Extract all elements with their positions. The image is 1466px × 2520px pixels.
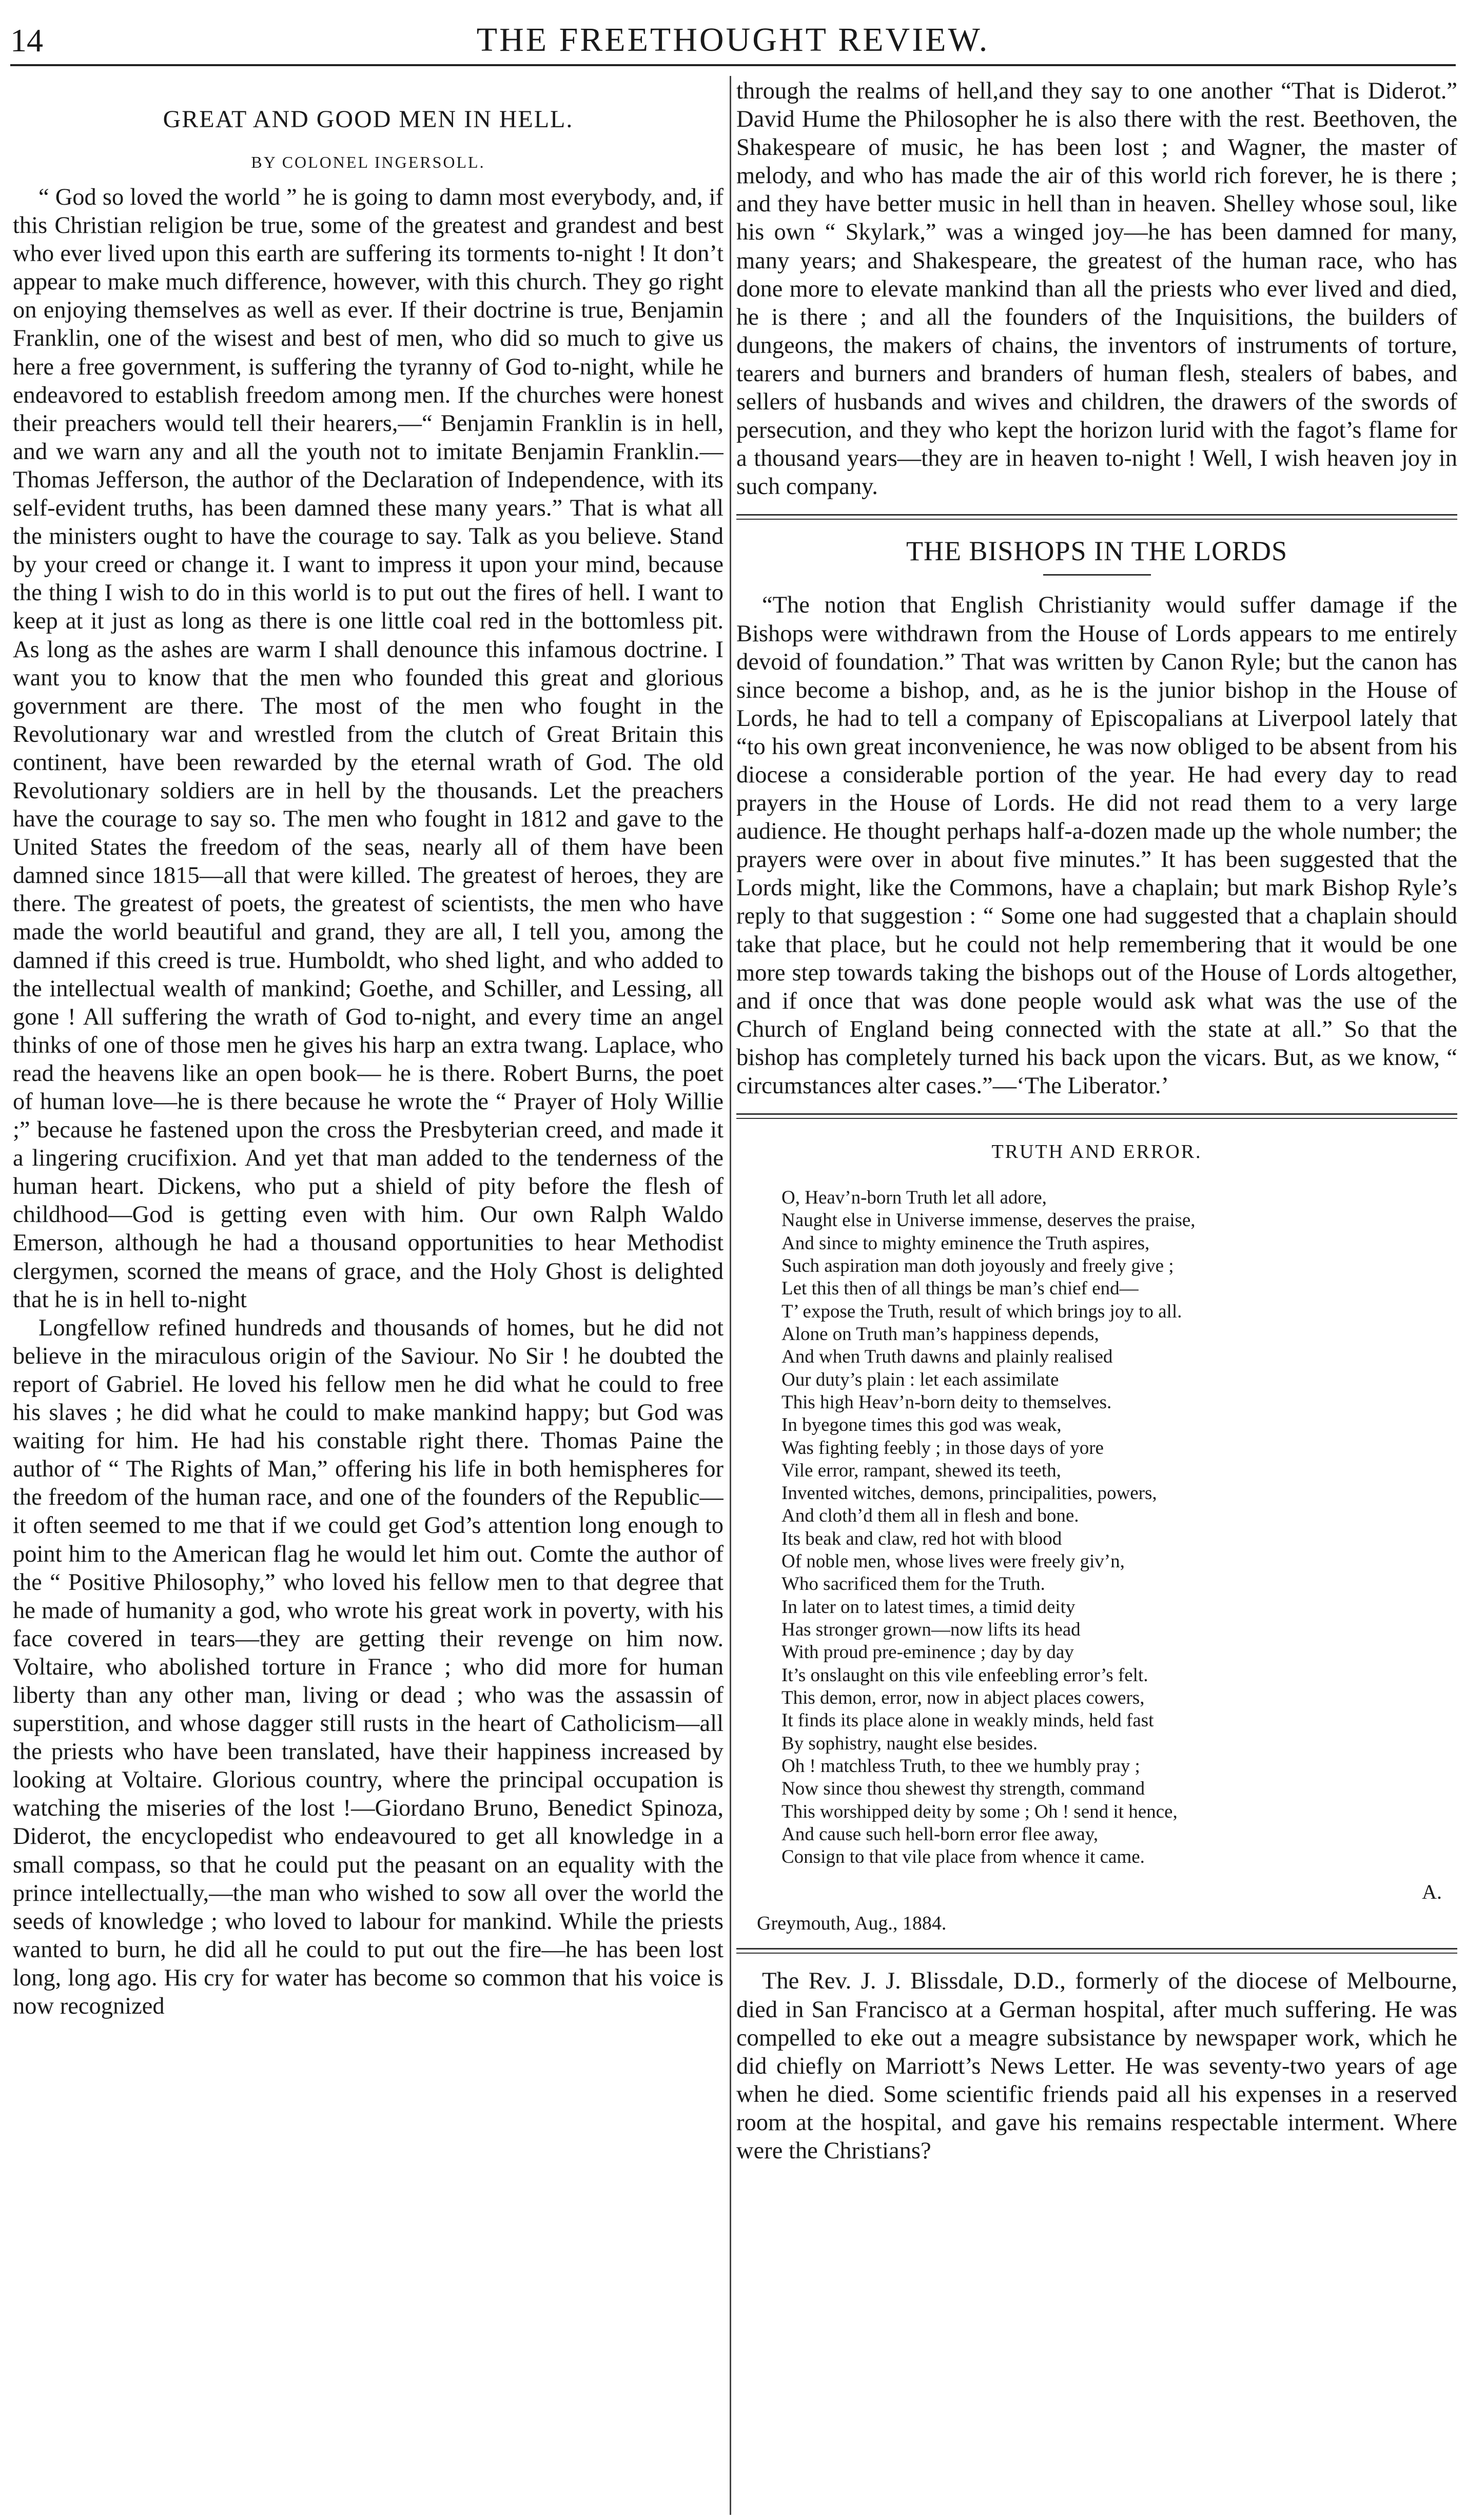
article-body-blissdale: The Rev. J. J. Blissdale, D.D., formerly of the diocese of Melbourne, died in San Francisco at a German hospital, after much suffering. He was compelled to eke out a meagre subsistance by newspaper work, which he did chiefly on Marriott’s News Letter. He was seventy-two years of age when he died. Some scientific friends paid all his expenses in a reserved room at the hospital, and gave his remains respectable interment. Where were the Christians? (736, 1968, 1457, 2164)
left-column (13, 77, 724, 2515)
poem-line: This worshipped deity by some ; Oh ! send it hence, (781, 1801, 1178, 1822)
page-number: 14 (10, 22, 43, 58)
poem-line: T’ expose the Truth, result of which brings joy to all. (781, 1301, 1182, 1322)
header-rule (10, 64, 1456, 66)
section-divider (736, 1948, 1457, 1954)
article-byline: BY COLONEL INGERSOLL. (251, 153, 485, 171)
poem-line: Oh ! matchless Truth, to thee we humbly pray ; (781, 1755, 1140, 1777)
poem-body (781, 1187, 1442, 1868)
poem-line: And since to mighty eminence the Truth aspires, (781, 1232, 1150, 1254)
poem-line: Such aspiration man doth joyously and freely give ; (781, 1255, 1174, 1277)
article-title-bishops-in-the-lords: THE BISHOPS IN THE LORDS (906, 536, 1288, 567)
poem-line: And when Truth dawns and plainly realised (781, 1346, 1113, 1368)
poem-line: By sophistry, naught else besides. (781, 1732, 1038, 1754)
poem-line: Vile error, rampant, shewed its teeth, (781, 1460, 1061, 1481)
poem-line: Our duty’s plain : let each assimilate (781, 1369, 1059, 1390)
poem-line: With proud pre-eminence ; day by day (781, 1642, 1074, 1663)
poem-line: Was fighting feebly ; in those days of yore (781, 1437, 1104, 1459)
article-paragraph: Longfellow refined hundreds and thousands of homes, but he did not believe in the miraculous origin of the Saviour. No Sir ! he doubted the report of Gabriel. He loved his fellow men he did what he could to free his slaves ; he did what he could to make mankind happy; but God was waiting for him. He had his constable right there. Thomas Paine the author of “ The Rights of Man,” offering his life in both hemispheres for the freedom of the human race, and one of the founders of the Republic—it often seemed to me that if we could get God’s attention long enough to point him to the American flag he would let him out. Comte the author of the “ Positive Philosophy,” who loved his fellow men to that degree that he made of humanity a god, who wrote his great work in poverty, with his face covered in tears—they are getting their revenge on him now. Voltaire, who abolished torture in France ; who did more for human liberty than any other man, living or dead ; who was the assassin of superstition, and whose dagger still rusts in the heart of Catholicism—all the priests who have been translated, have their happiness increased by looking at Voltaire. Glorious country, where the principal occupation is watching the miseries of the lost !—Giordano Bruno, Benedict Spinoza, Diderot, the encyclopedist who endeavoured to get all knowledge in a small compass, so that he could put the peasant on an equality with the prince intellectually,—the man who wished to sow all over the world the seeds of knowledge ; who loved to labour for mankind. While the priests wanted to burn, he did all he could to put out the fire—he has been lost long, long ago. His cry for water has become so common that his voice is now recognized (13, 1314, 724, 2019)
poem-line: In byegone times this god was weak, (781, 1414, 1062, 1436)
right-column (736, 77, 1457, 2515)
poem-line: Has stronger grown—now lifts its head (781, 1619, 1081, 1641)
poem-line: In later on to latest times, a timid deity (781, 1596, 1076, 1618)
poem-line: Invented witches, demons, principalities, powers, (781, 1483, 1157, 1504)
poem-title: TRUTH AND ERROR. (991, 1141, 1202, 1163)
poem-line: And cause such hell-born error flee away, (781, 1823, 1099, 1845)
title-underline (1043, 574, 1151, 576)
poem-signature: A. (1422, 1880, 1442, 1904)
article-title-great-and-good-men: GREAT AND GOOD MEN IN HELL. (163, 106, 574, 133)
poem-line: Alone on Truth man’s happiness depends, (781, 1323, 1099, 1345)
poem-line: Who sacrificed them for the Truth. (781, 1573, 1045, 1595)
poem-line: O, Heav’n-born Truth let all adore, (781, 1187, 1047, 1209)
article-body-bishops: “The notion that English Christianity would suffer damage if the Bishops were withdrawn from the House of Lords appears to me entirely devoid of foundation.” That was written by Canon Ryle; but the canon has since become a bishop, and, as he is the junior bishop in the House of Lords, he had to tell a company of Episcopalians at Liverpool lately that “to his own great inconvenience, he was now obliged to be absent from his diocese a considerable portion of the year. He had every day to read prayers in the House of Lords. He did not read them to a very large audience. He thought perhaps half-a-dozen made up the whole number; the prayers were over in about five minutes.” It has been suggested that the Lords might, like the Commons, have a chaplain; but mark Bishop Ryle’s reply to that suggestion : “ Some one had suggested that a chaplain should take that place, but he could not help remembering that it would be one more step towards taking the bishops out of the House of Lords altogether, and if once that was done people would ask what was the use of the Church of England being connected with the state at all.” So that the bishop has completely turned his back upon the vicars. But, as we know, “ circumstances alter cases.”—‘The Liberator.’ (736, 592, 1457, 1099)
article-paragraph: “ God so loved the world ” he is going to damn most everybody, and, if this Christian religion be true, some of the greatest and grandest and best who ever lived upon this earth are suffering its torments to-night ! It don’t appear to make much difference, however, with this church. They go right on enjoying themselves as well as ever. If their doctrine is true, Benjamin Franklin, one of the wisest and best of men, who did so much to give us here a free government, is suffering the tyranny of God to-night, while he endeavored to establish freedom among men. If the churches were honest their preachers would tell their hearers,—“ Benjamin Franklin is in hell, and we warn any and all the youth not to imitate Benjamin Franklin.— Thomas Jefferson, the author of the Declaration of Independence, with its self-evident truths, has been damned these many years.” That is what all the ministers ought to have the courage to say. Talk as you believe. Stand by your creed or change it. I want to impress it upon your mind, because the thing I wish to do in this world is to put out the fires of hell. I want to keep at it just as long as there is one little coal red in the bottomless pit. As long as the ashes are warm I shall denounce this infamous doctrine. I want you to know that the men who founded this great and glorious government are there. The most of the men who fought in the Revolutionary war and wrestled from the clutch of Great Britain this continent, have been rewarded by the eternal wrath of God. The old Revolutionary soldiers are in hell by the thousands. Let the preachers have the courage to say so. The men who fought in 1812 and gave to the United States the freedom of the seas, nearly all of them have been damned since 1815—all that were killed. The greatest of heroes, they are there. The greatest of poets, the greatest of scientists, the men who have made the world beautiful and grand, they are all, I tell you, among the damned if this creed is true. Humboldt, who shed light, and who added to the intellectual wealth of mankind; Goethe, and Schiller, and Lessing, all gone ! All suffering the wrath of God to-night, and every time an angel thinks of one of those men he gives his harp an extra twang. Laplace, who read the heavens like an open book— he is there. Robert Burns, the poet of human love—he is there because he wrote the “ Prayer of Holy Willie ;” because he fastened upon the cross the Presbyterian creed, and made it a lingering crucifixion. And yet that man added to the tenderness of the human heart. Dickens, who put a shield of pity before the flesh of childhood—God is getting even with him. Our own Ralph Waldo Emerson, although he had a thousand opportunities to hear Methodist clergymen, scorned the means of grace, and the Holy Ghost is delighted that he is in hell to-night (13, 184, 724, 1313)
poem-line: This high Heav’n-born deity to themselves. (781, 1391, 1112, 1413)
column-divider (730, 76, 731, 2515)
article-continuation: through the realms of hell,and they say to one another “That is Diderot.” David Hume the Philosopher he is also there with the rest. Beethoven, the Shakespeare of music, he has been lost ; and Wagner, the master of melody, and who has made the air of this world rich forever, he is there ; and they have better music in hell than in heaven. Shelley whose soul, like his own “ Skylark,” was a winged joy—he has been damned for many, many years; and Shakespeare, the greatest of the human race, who has done more to elevate mankind than all the priests who ever lived and died, he is there ; and all the founders of the Inquisitions, the builders of dungeons, the makers of chains, the inventors of instruments of torture, tearers and burners and branders of human flesh, stealers of babes, and sellers of husbands and wives and children, the drawers of the swords of persecution, and they who kept the horizon lurid with the fagot’s flame for a thousand years—they are in heaven to-night ! Well, I wish heaven joy in such company. (736, 78, 1457, 500)
poem-line: Consign to that vile place from whence it came. (781, 1846, 1145, 1868)
poem-line: It finds its place alone in weakly minds, held fast (781, 1710, 1154, 1731)
poem-line: Let this then of all things be man’s chief end— (781, 1278, 1139, 1300)
poem-line: And cloth’d them all in flesh and bone. (781, 1505, 1079, 1527)
poem-line: Naught else in Universe immense, deserves the praise, (781, 1210, 1196, 1231)
poem-line: It’s onslaught on this vile enfeebling error’s felt. (781, 1664, 1148, 1686)
poem-line: Its beak and claw, red hot with blood (781, 1528, 1062, 1549)
poem-line: Now since thou shewest thy strength, command (781, 1778, 1145, 1800)
section-divider (736, 1113, 1457, 1119)
poem-line: Of noble men, whose lives were freely giv’n, (781, 1551, 1125, 1572)
poem-dateline: Greymouth, Aug., 1884. (757, 1913, 947, 1935)
running-head (0, 10, 1466, 67)
poem-line: This demon, error, now in abject places cowers, (781, 1687, 1145, 1708)
journal-title: THE FREETHOUGHT REVIEW. (476, 21, 990, 58)
section-divider (736, 514, 1457, 520)
